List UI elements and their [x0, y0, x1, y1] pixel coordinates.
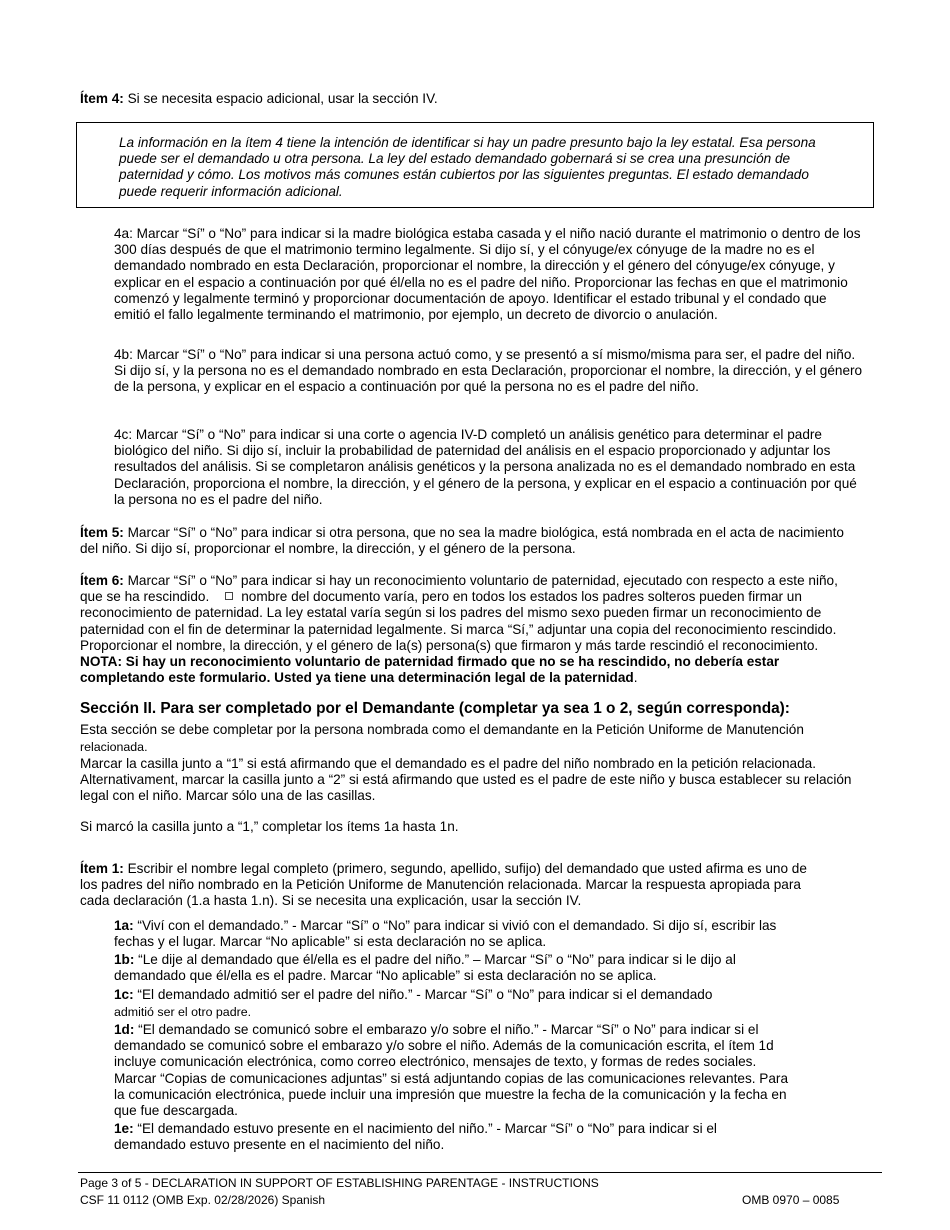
item-1e: 1e: “El demandado estuvo presente en el nacimiento del niño.” - Marcar “Sí” o “No” para indicar si el demandado estuvo presente en el nacimiento del niño.: [114, 1121, 717, 1153]
item-1d: 1d: “El demandado se comunicó sobre el embarazo y/o sobre el niño.” - Marcar “Sí” o No” para indicar si el demandado se comunicó sobre el embarazo y/o sobre el niño. Además de la comunicación escrita, el ítem 1d incluye comunicación electrónica, como correo electrónico, mensajes de texto, y formas de redes sociales. Marcar “Copias de comunicaciones adjuntas” si está adjuntando copias de las comunicaciones relevantes. Para la comunicación electrónica, puede incluir una impresión que muestre la fecha de la comunicación y la fecha en que fue descargada.: [114, 1022, 789, 1119]
item-5-instruction: Ítem 5: Marcar “Sí” o “No” para indicar si otra persona, que no sea la madre biológica, está nombrada en el acta de nacimiento del niño. Si dijo sí, proporcionar el nombre, la dirección, y el género de la persona.: [80, 525, 844, 557]
section-2-checkbox-instructions: Marcar la casilla junto a “1” si está afirmando que el demandado es el padre del niño nombrado en la petición relacionada. Alternativament, marcar la casilla junto a “2” si está afirmando que usted es el padre de este niño y busca establecer su relación legal con el niño. Marcar sólo una de las casillas.: [80, 756, 852, 804]
paragraph-4a: 4a: Marcar “Sí” o “No” para indicar si la madre biológica estaba casada y el niño nació durante el matrimonio o dentro de los 300 días después de que el matrimonio termino legalmente. Si dijo sí, y el cónyuge/ex cónyuge de la madre no es el demandado nombrado en esta Declaración, proporcionar el nombre, la dirección y el género del cónyuge/ex cónyuge, y explicar en el espacio a continuación por qué él/ella no es el padre del niño. Proporcionar las fechas en que el matrimonio comenzó y legalmente terminó y proporcionar documentación de apoyo. Identificar el estado tribunal y el condado que emitió el fallo legalmente terminando el matrimonio, por ejemplo, un decreto de divorcio o anulación.: [114, 226, 861, 323]
paragraph-4c: 4c: Marcar “Sí” o “No” para indicar si una corte o agencia IV-D completó un análisis genético para determinar el padre biológico del niño. Si dijo sí, incluir la probabilidad de paternidad del análisis en el espacio proporcionado y adjuntar los resultados del análisis. Si se completaron análisis genéticos y la persona analizada no es el demandado nombrado en esta Declaración, proporciona el nombre, la dirección, y el género de la persona, y explicar en el espacio a continuación por qué la persona no es el padre del niño.: [114, 427, 857, 507]
item-4-label: Ítem 4:: [80, 91, 124, 106]
footer-omb-number: OMB 0970 – 0085: [742, 1193, 840, 1207]
item-6-label: Ítem 6:: [80, 573, 124, 588]
item-1c: 1c: “El demandado admitió ser el padre del niño.” - Marcar “Sí” o “No” para indicar si el demandado: [114, 987, 713, 1002]
item-6-instruction: Ítem 6: Marcar “Sí” o “No” para indicar si hay un reconocimiento voluntario de paternidad, ejecutado con respecto a este niño, que se ha rescindido. nombre del documento varía, pero en todos los estados los padres solteros pueden firmar un reconocimiento de paternidad. La ley estatal varía según si los padres del mismo sexo pueden firmar un reconocimiento de paternidad con el fin de determinar la paternidad legalmente. Si marca “Sí,” adjuntar una copia del reconocimiento rescindido. Proporcionar el nombre, la dirección, y el género de la(s) persona(s) que firmaron y más tarde rescindió el reconocimiento. NOTA: Si hay un reconocimiento voluntario de paternidad firmado que no se ha rescindido, no debería estar completando este formulario. Usted ya tiene una determinación legal de la paternidad.: [80, 573, 838, 686]
item-4-info-box: [76, 122, 874, 208]
section-2-heading: Sección II. Para ser completado por el Demandante (completar ya sea 1 o 2, según corresponda):: [80, 700, 790, 717]
item-1c-cont: admitió ser el otro padre.: [114, 1005, 252, 1019]
paragraph-4b: 4b: Marcar “Sí” o “No” para indicar si una persona actuó como, y se presentó a sí mismo/misma para ser, el padre del niño. Si dijo sí, y la persona no es el demandado nombrado en esta Declaración, proporcionar el nombre, la dirección, y el género de la persona, y explicar en el espacio a continuación por qué la persona no es el padre del niño.: [114, 347, 863, 395]
footer-page-title: Page 3 of 5 - DECLARATION IN SUPPORT OF ESTABLISHING PARENTAGE - INSTRUCTIONS: [80, 1176, 599, 1190]
checkbox-glyph-icon: [225, 592, 233, 600]
item-1b: 1b: “Le dije al demandado que él/ella es el padre del niño.” – Marcar “Sí” o “No” para indicar si le dijo al demandado que él/ella es el padre. Marcar “No aplicable” si esta declaración no se aplica.: [114, 952, 736, 984]
item-5-label: Ítem 5:: [80, 525, 124, 540]
item-1-label: Ítem 1:: [80, 861, 124, 876]
item-4-instruction: Ítem 4: Si se necesita espacio adicional, usar la sección IV.: [80, 91, 438, 106]
section-2-if-box-1: Si marcó la casilla junto a “1,” completar los ítems 1a hasta 1n.: [80, 819, 459, 834]
section-2-intro-cont: relacionada.: [80, 740, 148, 754]
item-1a: 1a: “Viví con el demandado.” - Marcar “Sí” o “No” para indicar si vivió con el demandado. Si dijo sí, escribir las fechas y el lugar. Marcar “No aplicable” si esta declaración no se aplica.: [114, 918, 777, 950]
section-2-intro: Esta sección se debe completar por la persona nombrada como el demandante en la Petición Uniforme de Manutención: [80, 722, 804, 737]
footer-divider: [78, 1172, 882, 1173]
footer-form-number: CSF 11 0112 (OMB Exp. 02/28/2026) Spanish: [80, 1193, 326, 1207]
item-6-note: NOTA: Si hay un reconocimiento voluntario de paternidad firmado que no se ha rescindido, no debería estar completando este formulario. Usted ya tiene una determinación legal de la paternidad: [80, 654, 780, 686]
item-1-instruction: Ítem 1: Escribir el nombre legal completo (primero, segundo, apellido, sufijo) del demandado que usted afirma es uno de los padres del niño nombrado en la Petición Uniforme de Manutención relacionada. Marcar la respuesta apropiada para cada declaración (1.a hasta 1.n). Si se necesita una explicación, usar la sección IV.: [80, 861, 807, 909]
item-4-info-text: La información en la ítem 4 tiene la intención de identificar si hay un padre presunto bajo la ley estatal. Esa persona puede ser el demandado u otra persona. La ley del estado demandado gobernará si se crea una presunción de paternidad y cómo. Los motivos más comunes están cubiertos por las siguientes preguntas. El estado demandado puede requerir información adicional.: [119, 135, 816, 199]
